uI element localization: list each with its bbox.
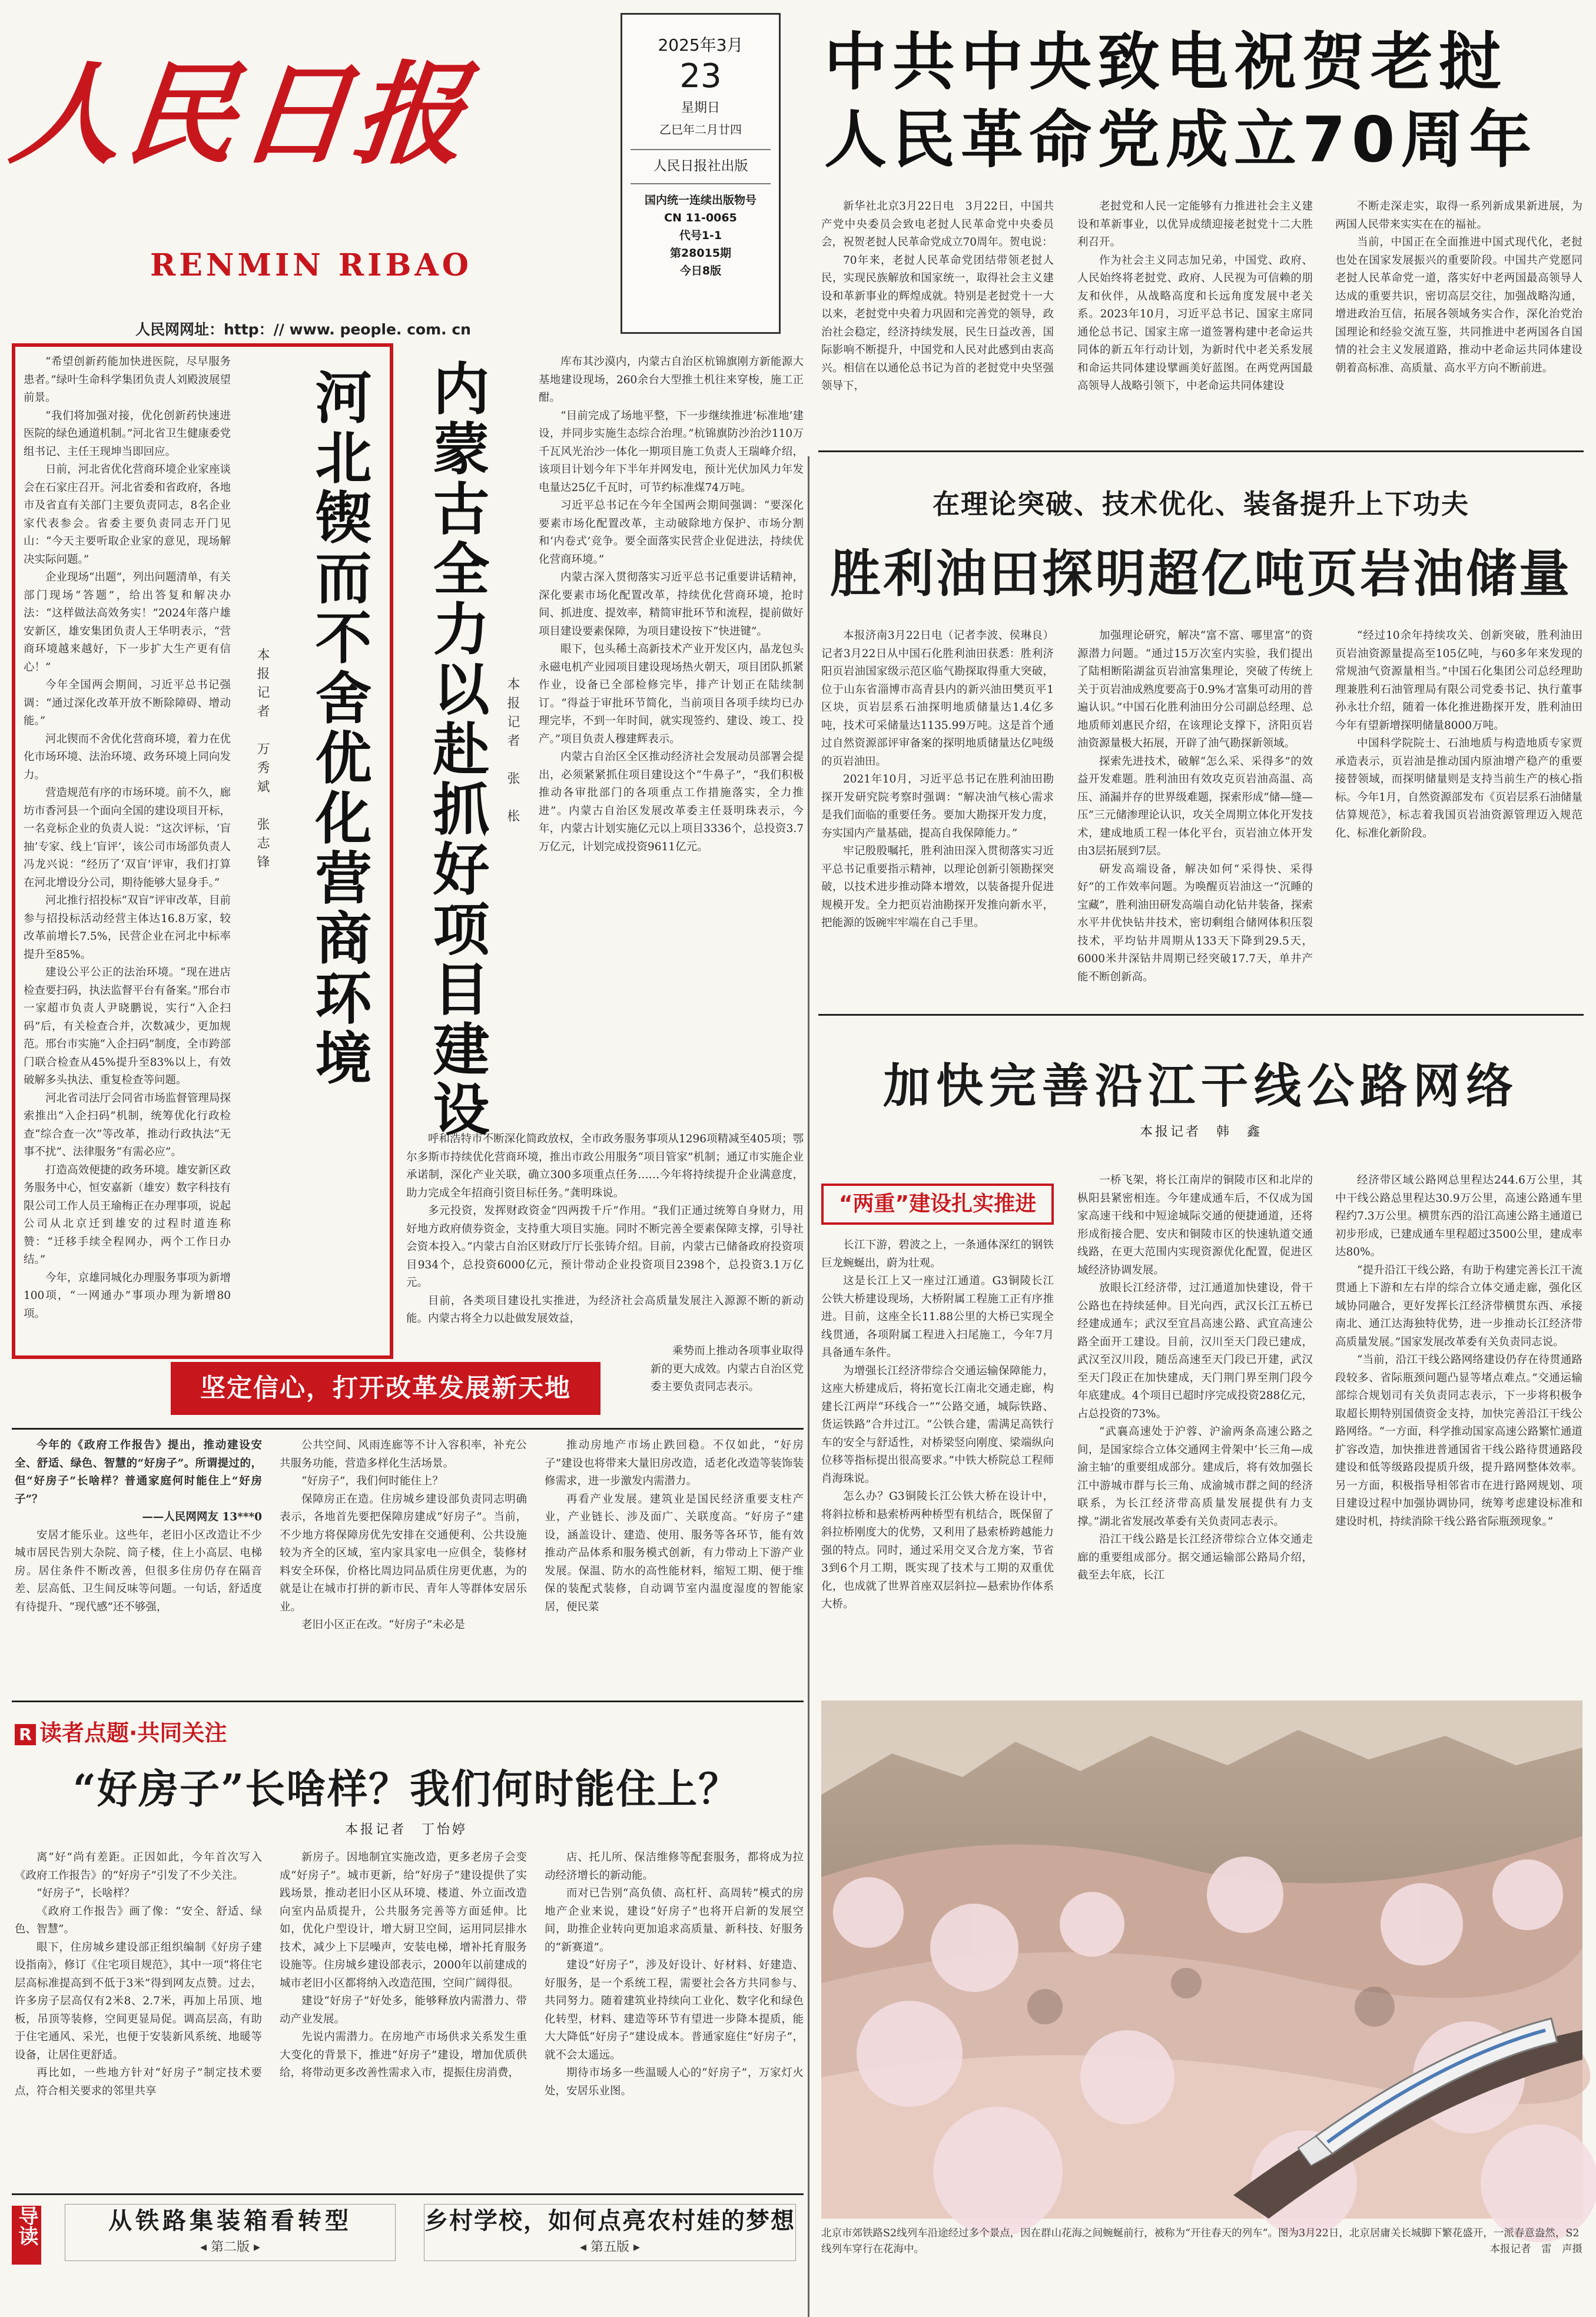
- photo-credit: 本报记者 雷 声摄: [1489, 2243, 1582, 2255]
- daodu-page-number: 第五版: [590, 2240, 629, 2255]
- highway-title: 加快完善沿江干线公路网络: [883, 1059, 1519, 1113]
- oil-col1: [821, 627, 1054, 1013]
- daodu-bar: [12, 2193, 804, 2270]
- cn-number: CN 11-0065: [664, 211, 737, 224]
- neimeng-paragraph: “目前完成了场地平整，下一步继续推进‘标准地’建设，并同步实施生态综合治理。”杭锦旗防沙治沙110万千瓦风光治沙一体化一期项目施工负责人王瑞峰介绍，该项目计划今年下半年并网发电，预计光伏加风力年发电量达25亿千瓦时，可节约标准煤74万吨。: [539, 409, 804, 494]
- masthead-pinyin: RENMIN RIBAO: [150, 247, 473, 283]
- highway-paragraph: “当前，沿江干线公路网络建设仍存在待贯通路段较多、省际瓶颈问题凸显等堵点难点。”交通运输部综合规划司有关负责同志表示，下一步将积极争取超长期特别国债资金支持，加快完善沿江干线公路网络。“一方面，科学推动国家高速公路繁忙通道扩容改造，加快推进普通国省干线公路待贯通路段建设和低等级路段提质升级，提升路网整体效率。另一方面，积极指导相邻省市在进行路网规划、项目建设过程中加强协调协同，统筹考虑建设标准和建设时机，持续消除干线公路省际瓶颈现象。”: [1335, 1354, 1582, 1528]
- reader-paragraph: 而对已告别“高负债、高杠杆、高周转”模式的房地产企业来说，建设“好房子”也将开启新的发展空间，助推企业转向更加追求高质量、新科技、好服务的“新赛道”。: [545, 1887, 804, 1954]
- oil-paragraph: 本报济南3月22日电（记者李波、侯琳良）记者3月22日从中国石化胜利油田获悉：胜利济阳页岩油国家级示范区临气勘探取得重大突破，位于山东省淄博市高青县内的新兴油田樊页平1区块，页岩层系石油探明地质储量达1.4亿多吨，技术可采储量达1135.99万吨。这是首个通过自然资源部评审备案的探明地质储量达亿吨级的页岩油田。: [821, 629, 1054, 768]
- hebei-paragraph: 打造高效便捷的政务环境。雄安新区政务服务中心，恒安嘉新（雄安）数字科技有限公司工作人员王瑜梅正在办理事项，说起公司从北京迁到雄安的过程时道连称赞：“迁移手续全程网办，两个工作日办结。”: [24, 1164, 231, 1266]
- reader-tag-icon: R: [15, 1724, 36, 1745]
- reader-paragraph: 期待市场多一些温暖人心的“好房子”，万家灯火处，安居乐业图。: [545, 2067, 804, 2097]
- daodu-item-title: 乡村学校，如何点亮农村娃的梦想: [424, 2207, 795, 2235]
- reader-paragraph: 眼下，住房城乡建设部正组织编制《好房子建设指南》，修订《住宅项目规范》，其中一项“将住宅层高标准提高到不低于3米”得到网友点赞。过去，许多房子层高仅有2米8、2.7米，再加上吊顶、地板，吊顶等装修，空间更显局促。调高层高，有助于住宅通风、采光，也便于安装新风系统、地暖等设备，让居住更舒适。: [15, 1941, 262, 2061]
- reader-col3: [545, 1849, 804, 2190]
- oil-paragraph: “经过10余年持续攻关、创新突破，胜利油田页岩油资源量提高至105亿吨，与60多年来发现的常规油气资源量相当。”中国石化集团公司总经理助理兼胜利石油管理局有限公司党委书记、执行董事孙永壮介绍，随着一体化推进勘探开发，胜利油田今年有望新增探明储量8000万吨。: [1335, 629, 1582, 732]
- masthead-logo: 人民日报: [5, 49, 476, 180]
- hebei-paragraph: 今年全国两会期间，习近平总书记强调：“通过深化改革开放不断除障碍、增动能。”: [24, 679, 231, 727]
- hebei-paragraph: 河北省司法厅会同省市场监督管理局探索推出“入企扫码”机制，统筹优化行政检查“综合查一次”等改革，推动行政执法“无事不扰”、法律服务“有需必应”。: [24, 1092, 231, 1158]
- daodu-label-text: 导读: [15, 2206, 38, 2246]
- lead-headline-line2: 人民革命党成立70周年: [824, 104, 1538, 176]
- highway-paragraph: 放眼长江经济带，过江通道加快建设，骨干公路也在持续延伸。目光向西，武汉长江五桥已经建成通车；武汉至宜昌高速公路、武宜高速公路全面开工建设。目前，汉川至天门段已建成，武汉至汉川段，随岳高速至天门段已开建，武汉至天门段正在加快建成，天门荆门界至荆门段今年底建成。4个项目已超时序完成投资288亿元，占总投资的73%。: [1077, 1282, 1313, 1420]
- reader-paragraph: 先说内需潜力。在房地产市场供求关系发生重大变化的背景下，推进“好房子”建设，增加优质供给，将带动更多改善性需求入市，提振住房消费，: [280, 2031, 527, 2079]
- lead-paragraph: 新华社北京3月22日电 3月22日，中国共产党中央委员会致电老挝人民革命党中央委员会，祝贺老挝人民革命党成立70周年。贺电说：: [821, 200, 1054, 248]
- daodu-item-page: ◂ 第二版 ▸: [200, 2240, 261, 2255]
- lead-headline: [824, 24, 1584, 179]
- issue-number: 第28015期: [669, 247, 732, 260]
- neimeng-paragraph: 多元投资，发挥财政资金“四两拨千斤”作用。“我们正通过统筹自身财力，用好地方政府债券资金，支持重大项目实施。同时不断完善全要素保障支撑，引导社会资本投入。”内蒙古自治区财政厅厅长张铸介绍。目前，内蒙古已储备政府投资项目934个，总投资6000亿元，预计带动企业投资项目2398个，总投资3.1万亿元。: [406, 1205, 804, 1289]
- date-lunar: 乙巳年二月廿四: [659, 122, 742, 137]
- highway-paragraph: 为增强长江经济带综合交通运输保障能力，这座大桥建成后，将拓宽长江南北交通走廊，构建长江两岸“环线合一”“公路交通，城际铁路、货运铁路”合并过江。“公铁合建，需满足高铁行车的安全与舒适性，对桥梁竖向刚度、梁端纵向位移等指标提出很高要求。”中铁大桥院总工程师肖海珠说。: [821, 1364, 1054, 1485]
- lead-paragraph: 当前，中国正在全面推进中国式现代化，老挝也处在国家发展振兴的重要阶段。中国共产党愿同老挝人民革命党一道，落实好中老两国最高领导人达成的重要共识，密切高层交往，加强战略沟通，增进政治互信，拓展各领域务实合作，深化治党治国理论和经验交流互鉴，共同推进中老两国各自国情的社会主义发展道路，推动中老命运共同体建设朝着高标准、高质量、高水平方向不断前进。: [1335, 236, 1582, 374]
- neimeng-paragraph: 内蒙古自治区全区推动经济社会发展动员部署会提出，必须紧紧抓住项目建设这个“牛鼻子”，“我们积极推动各审批部门的各项重点工作措施落实，全力推进”。内蒙古自治区发展改革委主任聂明珠表示，今年，内蒙古计划实施亿元以上项目3336个，总投资3.7万亿元，计划完成投资9611亿元。: [539, 751, 804, 853]
- daodu-item-page: ◂ 第五版 ▸: [579, 2240, 641, 2255]
- neimeng-paragraph: 习近平总书记在今年全国两会期间强调：“要深化要素市场化配置改革，主动破除地方保护、市场分割和‘内卷式’竞争。要全面落实民营企业促进法，持续优化营商环境。”: [539, 499, 804, 566]
- oil-kicker: 在理论突破、技术优化、装备提升上下功夫: [933, 488, 1469, 520]
- lead-paragraph: 不断走深走实，取得一系列新成果新进展，为两国人民带来实实在在的福祉。: [1335, 200, 1582, 231]
- lead-paragraph: 作为社会主义同志加兄弟，中国党、政府、人民始终将老挝党、政府、人民视为可信赖的朋友和伙伴，从战略高度和长远角度发展中老关系。2023年10月，习近平总书记、国家主席同通伦总书记、国家主席一道签署构建中老命运共同体的新五年行动计划，为新时代中老关系发展和命运共同体建设擘画美好蓝图。在两党两国最高领导人战略引领下，中老命运共同体建设: [1077, 254, 1313, 392]
- highway-col3: [1335, 1172, 1582, 1690]
- daodu-item-school[interactable]: [424, 2204, 796, 2261]
- photo-caption: [821, 2226, 1582, 2270]
- commentary-col3: [545, 1437, 804, 1684]
- reader-byline: 本报记者 丁怡婷: [344, 1822, 467, 1837]
- hebei-paragraph: “希望创新药能加快进医院，尽早服务患者。”绿叶生命科学集团负责人刘殿波展望前景。: [24, 356, 231, 404]
- reader-paragraph: 《政府工作报告》画了像：“安全、舒适、绿色、智慧”。: [15, 1905, 262, 1935]
- hebei-paragraph: 建设公平公正的法治环境。“现在进店检查要扫码，执法监督平台有备案。”邢台市一家超市负责人尹晓鹏说，实行“入企扫码”后，有关检查合并，次数减少，更加规范。邢台市实施“入企扫码”制度，全市跨部门联合检查从45%提升至83%以上，有效破解多头执法、重复检查等问题。: [24, 966, 231, 1086]
- highway-paragraph: “提升沿江干线公路，有助于构建完善长江干流贯通上下游和左右岸的综合立体交通走廊，强化区域协同融合，更好发挥长江经济带横贯东西、承接南北、通江达海独特优势，进一步推动长江经济带高质量发展。”国家发展改革委有关负责同志说。: [1335, 1264, 1582, 1348]
- divider: [818, 1014, 1584, 1016]
- neimeng-paragraph: 库布其沙漠内，内蒙古自治区杭锦旗刚方新能源大基地建设现场，260余台大型推土机往来穿梭，施工正酣。: [539, 356, 804, 404]
- lead-article-col1: [821, 198, 1054, 445]
- oil-paragraph: 加强理论研究，解决“富不富、哪里富”的资源潜力问题。“通过15万次室内实验，我们提出了陆相断陷湖盆页岩油富集理论，突破了传统上关于页岩油成熟度要高于0.9%才富集可动用的普遍认识。”中国石化胜利油田分公司副总经理、总地质师刘惠民介绍，在该理论支撑下，济阳页岩油资源量极大拓展，开辟了油气勘探新领域。: [1077, 629, 1313, 750]
- divider: [12, 1428, 804, 1430]
- daodu-label: [12, 2206, 41, 2265]
- oil-title: 胜利油田探明超亿吨页岩油储量: [830, 545, 1572, 604]
- train-photo: [821, 1701, 1582, 2219]
- date-year-month: 2025年3月: [658, 35, 744, 55]
- daodu-item-title: 从铁路集装箱看转型: [108, 2207, 352, 2235]
- hebei-title: 河北锲而不舍优化营商环境: [306, 368, 372, 1089]
- masthead: [5, 12, 606, 342]
- reader-paragraph: 建设“好房子”好处多，能够释放内需潜力、带动产业发展。: [280, 1995, 527, 2026]
- commentary-intro: 今年的《政府工作报告》提出，推动建设安全、舒适、绿色、智慧的“好房子”。所谓提过的，但“好房子”长啥样？普通家庭何时能住上“好房子”？: [15, 1439, 262, 1506]
- neimeng-paragraph: 乘势而上推动各项事业取得新的更大成效。内蒙古自治区党委主要负责同志表示。: [651, 1345, 804, 1393]
- reader-tag-text: 读者点题·共同关注: [39, 1720, 227, 1746]
- website-url: 人民网网址：http：// www. people. com. cn: [135, 321, 471, 338]
- highway-paragraph: 沿江干线公路是长江经济带综合立体交通走廊的重要组成部分。据交通运输部公路局介绍，截至去年底，长江: [1077, 1533, 1313, 1582]
- reader-paragraph: 离“好”尚有差距。正因如此，今年首次写入《政府工作报告》的“好房子”引发了不少关注。: [15, 1851, 262, 1882]
- page-count: 今日8版: [679, 264, 722, 277]
- highway-subtag: “两重”建设扎实推进: [821, 1184, 1054, 1225]
- highway-paragraph: “武襄高速处于沪蓉、沪渝两条高速公路之间，是国家综合立体交通网主骨架中‘长三角—成渝主轴’的重要组成部分。建成后，将有效加强长江中游城市群与长三角、成渝城市群之间的经济联系，为长江经济带高质量发展提供有力支撑。”湖北省发展改革委有关负责同志表示。: [1077, 1426, 1313, 1528]
- commentary-paragraph: 公共空间、风雨连廊等不计入容积率，补充公共服务功能，营造多样化生活场景。: [280, 1439, 527, 1470]
- hebei-paragraph: 河北锲而不舍优化营商环境，着力在优化市场环境、法治环境、政务环境上同向发力。: [24, 732, 231, 781]
- highway-paragraph: 长江下游，碧波之上，一条通体深红的钢铁巨龙蜿蜒出，蔚为壮观。: [821, 1239, 1054, 1269]
- highway-paragraph: 一桥飞架，将长江南岸的铜陵市区和北岸的枞阳县紧密相连。今年建成通车后，不仅成为国家高速干线和中短途城际交通的便捷通道，还将形成衔接合肥、安庆和铜陵市区的快速轨道交通线路，在更大范围内实现资源优化配置，促进区域经济协调发展。: [1077, 1174, 1313, 1277]
- reader-col1: [15, 1849, 262, 2190]
- oil-col2: [1077, 627, 1313, 1013]
- lead-article-col3: [1335, 198, 1582, 445]
- neimeng-tail: [651, 1343, 804, 1393]
- photo-caption-text: 北京市郊铁路S2线列车沿途经过多个景点，因在群山花海之间蜿蜒前行，被称为“开往春天的列车”。图为3月22日，北京居庸关长城脚下繁花盛开，一派春意盎然，S2线列车穿行在花海中。: [821, 2227, 1580, 2255]
- neimeng-byline: 本报记者 张 枨: [505, 677, 520, 828]
- column-rule: [808, 456, 809, 2317]
- highway-paragraph: 这是长江上又一座过江通道。G3铜陵长江公铁大桥建设现场，大桥附属工程施工正有序推进。目前，这座全长11.88公里的大桥已实现全线贯通，各项附属工程进入扫尾施工，今年7月具备通车条件。: [821, 1275, 1054, 1359]
- reader-paragraph: “好房子”，长啥样？: [37, 1887, 135, 1900]
- daodu-item-rail[interactable]: [65, 2204, 396, 2261]
- red-banner: [171, 1362, 600, 1415]
- neimeng-paragraph: 目前，各类项目建设扎实推进，为经济社会高质量发展注入源源不断的新动能。内蒙古将全力以赴做发展效益，: [406, 1294, 804, 1325]
- commentary-col2: [280, 1437, 527, 1684]
- hebei-paragraph: 营造规范有序的市场环境。前不久，廊坊市香河县一个面向全国的建设项目开标，一名竞标企业的负责人说：“这次评标，‘盲抽’专家、线上‘盲评’，该公司市场部负责人冯龙兴说：“经历了‘双盲’评审，我们打算在河北增设分公司，期待能够大显身手。”: [24, 787, 231, 889]
- hebei-paragraph: 日前，河北省优化营商环境企业家座谈会在石家庄召开。河北省委和省政府，各地市及省直有关部门主要负责同志，8名企业家代表参会。省委主要负责同志开门见山：“今天主要听取企业家的意见，现场解决实际问题。”: [24, 463, 231, 566]
- oil-paragraph: 研发高端设备，解决如何“采得快、采得好”的工作效率问题。为唤醒页岩油这一“沉睡的宝藏”，胜利油田研发高端自动化钻井装备，探索水平井优快钻井技术，密切剩组合储网体积压裂技术，平均钻井周期从133天下降到29.5天，6000米井深钻井周期已经突破17.7天，单井产能不断创新高。: [1077, 863, 1313, 983]
- neimeng-paragraph: 呼和浩特市不断深化简政放权，全市政务服务事项从1296项精减至405项；鄂尔多斯市持续优化营商环境，推出市政公用服务“项目管家”机制；通辽市实施企业承诺制，深化产业关联，确立300多项重点任务……今年将持续提升企业满意度，助力完成全年招商引资目标任务。”龚明珠说。: [406, 1133, 804, 1199]
- neimeng-title: 内蒙古全力以赴抓好项目建设: [424, 359, 490, 1140]
- highway-col1: [821, 1237, 1054, 1690]
- reader-tag: [15, 1715, 227, 1744]
- commentary-paragraph: 保障房正在造。住房城乡建设部负责同志明确表示，各地首先要把保障房建成“好房子”。当前，不少地方将保障房优先安排在交通便利、公共设施较为齐全的区域，室内家具家电一应俱全，装修材料安全环保，价格比周边同品质住房更优惠，为的就是让在城市打拼的新市民、青年人等群体安居乐业。: [280, 1493, 527, 1613]
- highway-paragraph: 怎么办？G3铜陵长江公铁大桥在设计中，将斜拉桥和悬索桥两种桥型有机结合，既保留了斜拉桥刚度大的优势，又利用了悬索桥跨越能力强的特点。同时，通过采用交叉合龙方案，节省3到6个月工期，既实现了技术与工期的双重优化，也成就了世界首座双层斜拉—悬索协作体系大桥。: [821, 1490, 1054, 1610]
- commentary-paragraph: 再看产业发展。建筑业是国民经济重要支柱产业，产业链长、涉及面广、关联度高。“好房子”建设，涵盖设计、建造、使用、服务等各环节，能有效推动产品体系和服务模式创新，有力带动上下游产业发展。保温、防水的高性能材料，缩短工期、便于维保的装配式装修，自动调节室内温度湿度的智能家居，便民菜: [545, 1493, 804, 1613]
- highway-col2: [1077, 1172, 1313, 1690]
- date-box: [621, 13, 781, 334]
- neimeng-paragraph: 眼下，包头稀土高新技术产业开发区内，晶龙包头永磁电机产业园项目建设现场热火朝天，项目团队抓紧作业，设备已全部检修完毕，排产计划正在陆续制订。“得益于审批环节简化，当前项目各项手续均已办理完毕，不到一年时间，就实现签约、建设、竣工、投产。”项目负责人穆建辉表示。: [539, 643, 804, 745]
- neimeng-col1: [539, 353, 804, 1119]
- reader-title: “好房子”长啥样？我们何时能住上？: [72, 1766, 740, 1813]
- oil-paragraph: 2021年10月，习近平总书记在胜利油田勘探开发研究院考察时强调：“解决油气核心需求是我们面临的重要任务。要加大勘探开发力度，夯实国内产量基础，提高自我保障能力。”: [821, 773, 1054, 840]
- commentary-paragraph: “好房子”，我们何时能住上？: [301, 1475, 443, 1487]
- daodu-page-number: 第二版: [210, 2240, 250, 2255]
- divider: [12, 1701, 804, 1702]
- reader-col2: [280, 1849, 527, 2190]
- divider: [818, 450, 1584, 452]
- reader-paragraph: 店、托儿所、保洁维修等配套服务，都将成为拉动经济增长的新动能。: [545, 1851, 804, 1882]
- hebei-byline: 本报记者 万秀斌 张志锋: [255, 648, 270, 874]
- oil-paragraph: 探索先进技术，破解“怎么采、采得多”的效益开发难题。胜利油田有效攻克页岩油高温、高压、涌漏并存的世界级难题，探索形成“储—缝—压”三元储渗理论认识，攻关全周期立体化开发技术，建成地质工程一体化平台，页岩油立体开发由3层拓展到7层。: [1077, 755, 1313, 857]
- date-day: 23: [679, 57, 722, 95]
- lead-headline-line1: 中共中央致电祝贺老挝: [824, 26, 1507, 98]
- highway-byline: 本报记者 韩 鑫: [1139, 1125, 1262, 1139]
- red-banner-text: 坚定信心，打开改革发展新天地: [200, 1374, 571, 1403]
- neimeng-col2: [406, 1131, 804, 1345]
- commentary-col1: [15, 1437, 262, 1684]
- lead-paragraph: 老挝党和人民一定能够有力推进社会主义建设和革新事业，以优异成绩迎接老挝党十二大胜利召开。: [1077, 200, 1313, 248]
- lead-paragraph: 70年来，老挝人民革命党团结带领老挝人民，实现民族解放和国家统一，取得社会主义建设和革新事业的辉煌成就。特别是老挝党十一大以来，老挝党中央着力巩固和完善党的领导，政治社会稳定，经济持续发展，民生日益改善，国际影响不断提升，中国党和人民对此感到由衷高兴。相信在以通伦总书记为首的老挝党中央坚强领导下，: [821, 254, 1054, 392]
- oil-paragraph: 中国科学院院士、石油地质与构造地质专家贾承造表示，页岩油是推动国内原油增产稳产的重要接替领域，而探明储量则是支持当前生产的核心指标。今年1月，自然资源部发布《页岩层系石油储量估算规范》，标志着我国页岩油资源管理迈入规范化、标准化新阶段。: [1335, 737, 1582, 840]
- hebei-paragraph: 企业现场“出题”，列出问题清单，有关部门现场“答题”，给出答复和解决办法：“这样做法高效务实！”2024年落户雄安新区，雄安集团负责人王华明表示，“营商环境越来越好，下一步扩大生产更有信心！”: [24, 571, 231, 674]
- reader-paragraph: 建设“好房子”，涉及好设计、好材料、好建造、好服务，是一个系统工程，需要社会各方共同参与、共同努力。随着建筑业持续向工业化、数字化和绿色化转型，材料、建造等环节有望进一步降本提质，能大大降低“好房子”建设成本。普通家庭住“好房子”，就不会太遥远。: [545, 1959, 804, 2061]
- oil-col3: [1335, 627, 1582, 1013]
- commentary-source: ——人民网网友 13***0: [142, 1511, 262, 1523]
- publisher: 人民日报社出版: [653, 158, 748, 174]
- postal-code: 代号1-1: [679, 229, 722, 242]
- date-weekday: 星期日: [681, 101, 720, 115]
- highway-paragraph: 经济带区域公路网总里程达244.6万公里，其中干线公路总里程达30.9万公里，高速公路通车里程约7.3万公里。横贯东西的沿江高速公路主通道已初步形成，已建成通车里程超过3500公里，建成率达80%。: [1335, 1174, 1582, 1258]
- commentary-paragraph: 安居才能乐业。这些年，老旧小区改造让不少城市居民告别大杂院、筒子楼，住上小高层、电梯房。居住条件不断改善，但很多住房仍存在隔音差、层高低、卫生间反味等问题。一句话，舒适度有待提升、“现代感”还不够强，: [15, 1529, 262, 1613]
- hebei-paragraph: “我们将加强对接，优化创新药快速进医院的绿色通道机制。”河北省卫生健康委党组书记、主任王现坤当即回应。: [24, 409, 231, 458]
- hebei-paragraph: 今年，京雄同城化办理服务事项为新增100项，“一网通办”事项办理为新增80项。: [24, 1271, 231, 1320]
- commentary-paragraph: 推动房地产市场止跌回稳。不仅如此，“好房子”建设也将带来大量旧房改造，适老化改造等装饰装修需求，进一步激发内需潜力。: [545, 1439, 804, 1487]
- commentary-paragraph: 老旧小区正在改。“好房子”未必是: [301, 1619, 465, 1631]
- hebei-body: [24, 353, 231, 1354]
- reader-paragraph: 新房子。因地制宜实施改造，更多老房子会变成“好房子”。城市更新，给“好房子”建设提供了实践场景，推动老旧小区从环境、楼道、外立面改造向室内品质提升，公共服务完善等方面延伸。比如，优化户型设计，增大厨卫空间，运用同层排水技术，减少上下层噪声，安装电梯，增补托育服务设施等。住房城乡建设部表示，2000年以前建成的城市老旧小区都将纳入改造范围，空间广阔得很。: [280, 1851, 527, 1990]
- oil-paragraph: 牢记殷殷嘱托，胜利油田深入贯彻落实习近平总书记重要指示精神，以理论创新引领勘探突破，以技术进步推动降本增效，以装备提升促进规模开发。全力把页岩油勘探开发推向新水平，把能源的饭碗牢牢端在自己手里。: [821, 845, 1054, 929]
- lead-article-col2: [1077, 198, 1313, 445]
- spring-train-image: [821, 1701, 1582, 2219]
- hebei-paragraph: 河北推行招投标“双盲”评审改革，目前参与招投标活动经营主体达16.8万家，较改革前增长7.5%，民营企业在河北中标率提升至85%。: [24, 894, 231, 961]
- reader-paragraph: 再比如，一些地方针对“好房子”制定技术要点，符合相关要求的邻里共享: [15, 2067, 262, 2097]
- issn-label: 国内统一连续出版物号: [644, 194, 756, 207]
- neimeng-paragraph: 内蒙古深入贯彻落实习近平总书记重要讲话精神，深化要素市场化配置改革，持续优化营商环境，抢时间、抓进度、提效率，精简审批环节和流程，提前做好项目建设要素保障，为项目建设按下“快进键”。: [539, 571, 804, 638]
